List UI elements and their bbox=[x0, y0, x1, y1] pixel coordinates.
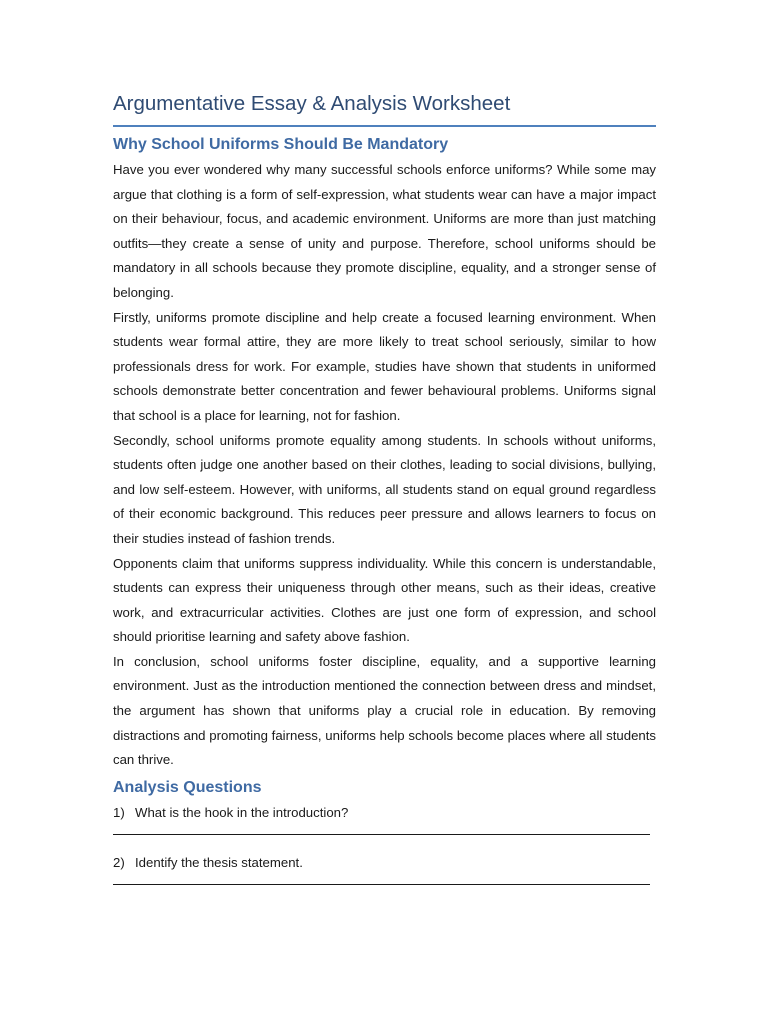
question-text: What is the hook in the introduction? bbox=[135, 804, 349, 820]
essay-paragraph-counterargument: Opponents claim that uniforms suppress individuality. While this concern is understandable, students can express their uniqueness through other means, such as their ideas, creative work, and extracurricular activities. Clothes are just one form of expression, and school should prioritise learning and safety above fashion. bbox=[113, 555, 656, 645]
question-number: 2) bbox=[113, 854, 125, 870]
answer-line[interactable] bbox=[113, 874, 650, 885]
question-item bbox=[113, 852, 656, 874]
essay-paragraph-equality: Secondly, school uniforms promote equality among students. In schools without uniforms, students often judge one another based on their clothes, leading to social divisions, bullying, and low self-esteem. However, with uniforms, all students stand on equal ground regardless of their economic background. This reduces peer pressure and allows learners to focus on their studies instead of fashion trends. bbox=[113, 432, 656, 546]
answer-line[interactable] bbox=[113, 824, 650, 835]
essay-paragraph-conclusion: In conclusion, school uniforms foster discipline, equality, and a supportive learning environment. Just as the introduction mentioned the connection between dress and mindset, the argument has shown that uniforms play a crucial role in education. By removing distractions and promoting fairness, uniforms help schools become places where all students can thrive. bbox=[113, 653, 656, 768]
question-text: Identify the thesis statement. bbox=[135, 854, 303, 870]
question-item bbox=[113, 802, 656, 824]
analysis-questions-heading: Analysis Questions bbox=[113, 778, 262, 796]
essay-paragraph-intro: Have you ever wondered why many successful schools enforce uniforms? While some may argue that clothing is a form of self-expression, what students wear can have a major impact on their behaviour, focus, and academic environment. Uniforms are more than just matching outfits—they create a sense of unity and purpose. Therefore, school uniforms should be mandatory in all schools because they promote discipline, equality, and a stronger sense of belonging. bbox=[113, 162, 656, 300]
question-number: 1) bbox=[113, 804, 125, 820]
essay-paragraph-discipline: Firstly, uniforms promote discipline and help create a focused learning environment. When students wear formal attire, they are more likely to treat school seriously, similar to how professionals dress for work. For example, studies have shown that students in uniformed schools demonstrate better concentration and fewer behavioural problems. Uniforms signal that school is a place for learning, not for fashion. bbox=[113, 309, 656, 423]
essay-heading: Why School Uniforms Should Be Mandatory bbox=[113, 136, 449, 153]
worksheet-page bbox=[113, 90, 656, 902]
document-title: Argumentative Essay & Analysis Worksheet bbox=[113, 90, 656, 127]
